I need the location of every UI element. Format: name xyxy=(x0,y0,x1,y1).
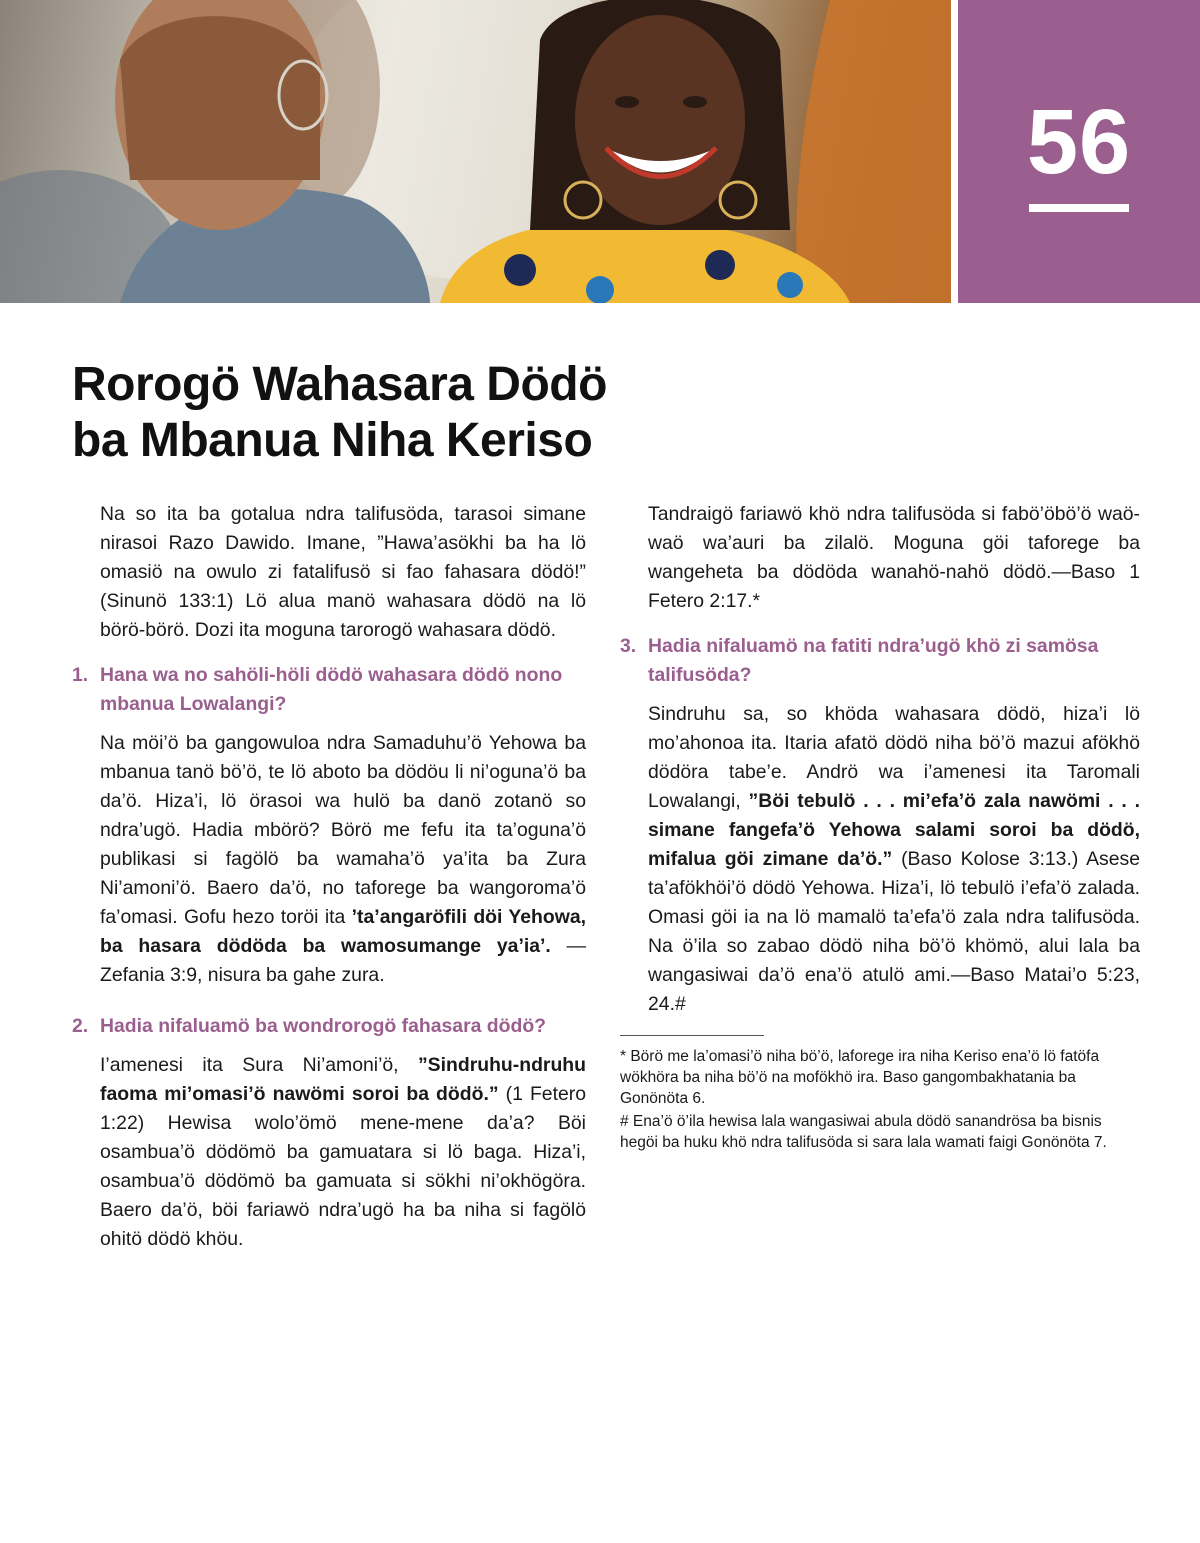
section-2-text-after: (1 Fetero 1:22) Hewisa wolo’ömö mene-mene da’a? Böi osambua’ö dödömö ba gamuatara si lö baga. Hiza’i, osambua’ö dödömö ba gamuata si sökhi ni’okhögöra. Baero da’ö, böi fariawö ndra’ugö ha ba niha si fagölö ohitö dödö khöu. xyxy=(100,1083,586,1250)
section-2-continued: Tandraigö fariawö khö ndra talifusöda si fabö’öbö’ö waö-waö wa’auri ba zilalö. Moguna göi taforege ba wangeheta ba dödöda wanahö-nahö dödö.—Baso 1 Fetero 2:17.* xyxy=(648,503,1140,612)
question-1-number: 1. xyxy=(72,664,89,686)
section-1-quote: ’ta’angaröfili döi Yehowa, ba hasara dödöda ba wamosumange ya’ia’. xyxy=(100,906,586,957)
title-line-2: ba Mbanua Niha Keriso xyxy=(72,414,593,467)
section-1-text: Na möi’ö ba gangowuloa ndra Samaduhu’ö Yehowa ba mbanua tanö bö’ö, te lö aboto ba dödöu li ni’oguna’ö ba da’ö. Hiza’i, lö örasoi wa hulö ba danö zotanö so ndra’ugö. Hadia mbörö? Börö me fefu ita ta’oguna’ö publikasi si fagölö ba wamaha’ö ya’ita ba Zura Ni’amoni’ö. Baero da’ö, no taforege ba wangoroma’ö fa’omasi. Gofu hezo toröi ita xyxy=(100,732,586,928)
section-2-paragraph xyxy=(72,1051,586,1254)
footnote-divider xyxy=(620,1035,764,1036)
question-3 xyxy=(620,632,1140,690)
question-2-number: 2. xyxy=(72,1015,89,1037)
header-photo xyxy=(0,0,951,303)
question-3-text: Hadia nifaluamö na fatiti ndra’ugö khö zi samösa talifusöda? xyxy=(648,635,1099,686)
lesson-number-box xyxy=(958,0,1200,303)
photo-illustration xyxy=(0,0,951,303)
section-3-text-after: (Baso Kolose 3:13.) Asese ta’afökhöi’ö dödö Yehowa. Hiza’i, lö tebulö i’efa’ö zalada. Omasi göi ia na lö mamalö ta’efa’ö zala ndra talifusöda. Na ö’ila so zabao dödö niha bö’ö khömö, alui lala ba wangasiwai da’ö ena’ö atulö ami.—Baso Matai’o 5:23, 24.# xyxy=(648,848,1140,1015)
footnote-1: * Börö me la’omasi’ö niha bö’ö, laforege ira niha Keriso ena’ö lö fatöfa wökhöra ba niha bö’ö na mofökhö ira. Baso gangombakhatania ba Gonönöta 6. xyxy=(620,1048,1100,1107)
section-3-paragraph xyxy=(620,700,1140,1019)
question-1-text: Hana wa no sahöli-höli dödö wahasara dödö nono mbanua Lowalangi? xyxy=(100,664,563,715)
section-2-quote: ”Sindruhu-ndruhu faoma mi’omasi’ö nawömi soroi ba dödö.” xyxy=(100,1054,586,1105)
question-3-number: 3. xyxy=(620,635,637,657)
right-column xyxy=(620,500,1140,1153)
footnote-2: # Ena’ö ö’ila hewisa lala wangasiwai abula dödö sanandrösa ba bisnis hegöi ba huku khö ndra talifusöda si sara lala wamati faigi Gonönöta 7. xyxy=(620,1113,1107,1151)
section-2-text: I’amenesi ita Sura Ni’amoni’ö, xyxy=(100,1054,418,1076)
question-2-text: Hadia nifaluamö ba wondrorogö fahasara dödö? xyxy=(100,1015,547,1037)
question-2 xyxy=(72,1012,586,1041)
title-line-1: Rorogö Wahasara Dödö xyxy=(72,358,607,411)
question-1 xyxy=(72,661,586,719)
page-title xyxy=(72,357,712,469)
intro-paragraph: Na so ita ba gotalua ndra talifusöda, tarasoi simane nirasoi Razo Dawido. Imane, ”Hawa’asökhi ba ha lö omasiö na owulo zi fatalifusö si fao fahasara dödö!” (Sinunö 133:1) Lö alua manö wahasara dödö na lö börö-börö. Dozi ita moguna tarorogö wahasara dödö. xyxy=(100,503,586,641)
section-3-text: Sindruhu sa, so khöda wahasara dödö, hiza’i lö mo’ahonoa ita. Itaria afatö dödö niha bö’ö mazui afökhö dödöra tabe’e. Andrö wa i’amenesi ita Taromali Lowalangi, xyxy=(648,703,1140,812)
section-3-quote: ”Böi tebulö . . . mi’efa’ö zala nawömi . . . simane fangefa’ö Yehowa salami soroi ba dödö, mifalua göi zimane da’ö.” xyxy=(648,790,1140,870)
lesson-number: 56 xyxy=(1026,91,1132,193)
section-1-citation: —Zefania 3:9, nisura ba gahe zura. xyxy=(100,935,586,986)
footnotes xyxy=(620,1046,1140,1153)
left-column xyxy=(72,500,586,1254)
lesson-number-underline xyxy=(1029,204,1129,212)
section-1-paragraph xyxy=(72,729,586,990)
